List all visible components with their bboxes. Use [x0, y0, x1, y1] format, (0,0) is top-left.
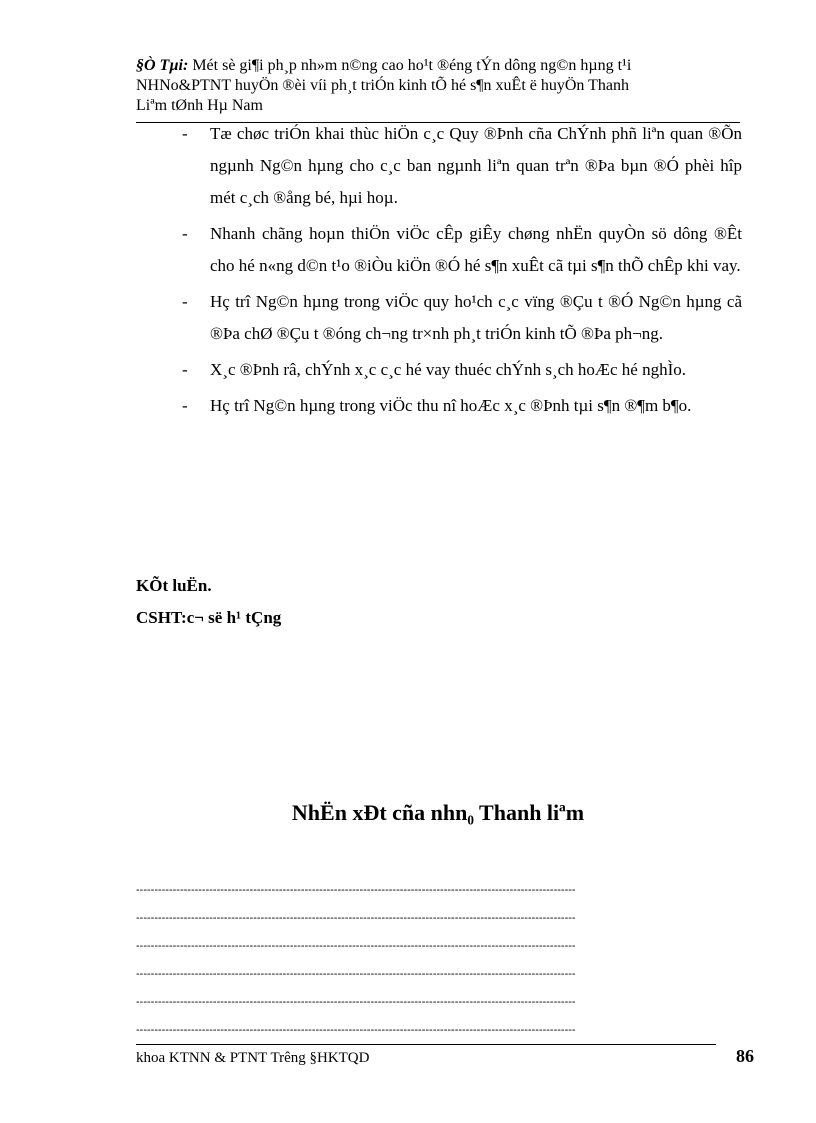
page-header	[136, 56, 736, 116]
footer-department: khoa KTNN & PTNT Trêng §HKTQD	[136, 1050, 370, 1066]
bullet-dash: -	[182, 360, 188, 379]
blank-dash-line: ------------------------------------------------------------------------------------------------------------------------	[136, 996, 576, 1008]
header-line-2: NHNo&PTNT huyÖn ®èi víi ph¸t triÓn kinh tÕ hé s¶n xuÊt ë huyÖn Thanh	[136, 77, 629, 94]
list-item	[178, 118, 742, 214]
bullet-text: Nhanh chãng hoµn thiÖn viÖc cÊp giÊy chøng nhËn quyÒn sö dông ®Êt cho hé n«ng d©n t¹o ®iÒu kiÖn ®Ó hé s¶n xuÊt cã tµi s¶n thÕ chÊp khi vay.	[210, 224, 742, 275]
blank-dash-line: ------------------------------------------------------------------------------------------------------------------------	[136, 1024, 576, 1036]
header-title-part-1: Mét sè gi¶i ph¸p nh»m n©ng cao ho¹t ®éng tÝn dông ng©n hµng t¹i	[188, 57, 632, 74]
blank-dash-line: ------------------------------------------------------------------------------------------------------------------------	[136, 968, 576, 980]
bullet-dash: -	[182, 396, 188, 415]
blank-dash-line: ------------------------------------------------------------------------------------------------------------------------	[136, 912, 576, 924]
page-number: 86	[736, 1046, 754, 1066]
bullet-dash: -	[182, 292, 188, 311]
bullet-text: Hç trî Ng©n hµng trong viÖc quy ho¹ch c¸c vïng ®Çu t ®Ó Ng©n hµng cã ®Þa chØ ®Çu t ®óng ch¬ng tr×nh ph¸t triÓn kinh tÕ ®Þa ph¬ng.	[210, 292, 742, 343]
review-title: NhËn xÐt cña nhn₀ Thanh liªm	[291, 800, 585, 825]
bullet-text: Hç trî Ng©n hµng trong viÖc thu nî hoÆc x¸c ®Þnh tµi s¶n ®¶m b¶o.	[210, 396, 692, 415]
header-line-3: Liªm tØnh Hµ Nam	[136, 97, 263, 114]
list-item	[178, 354, 742, 386]
bullet-dash: -	[182, 224, 188, 243]
header-line-1	[136, 56, 736, 76]
conclusion-heading: KÕt luËn.	[136, 576, 212, 595]
abbreviation-note: CSHT:c¬ së h¹ tÇng	[136, 608, 282, 627]
blank-dash-line: ------------------------------------------------------------------------------------------------------------------------	[136, 940, 576, 952]
bullet-text: X¸c ®Þnh râ, chÝnh x¸c c¸c hé vay thuéc chÝnh s¸ch hoÆc hé nghÌo.	[210, 360, 687, 379]
list-item	[178, 218, 742, 282]
header-label: §Ò Tµi:	[136, 57, 189, 74]
bullet-dash: -	[182, 124, 188, 143]
bullet-text: Tæ chøc triÓn khai thùc hiÖn c¸c Quy ®Þnh cña ChÝnh phñ liªn quan ®Õn ngµnh Ng©n hµng cho c¸c ban ngµnh liªn quan trªn ®Þa bµn ®Ó phèi hîp mét c¸ch ®ång bé, hµi hoµ.	[210, 124, 742, 207]
blank-dash-line: ------------------------------------------------------------------------------------------------------------------------	[136, 884, 576, 896]
footer-divider	[136, 1044, 716, 1045]
list-item	[178, 390, 742, 422]
list-item	[178, 286, 742, 350]
bullet-list	[178, 118, 742, 426]
